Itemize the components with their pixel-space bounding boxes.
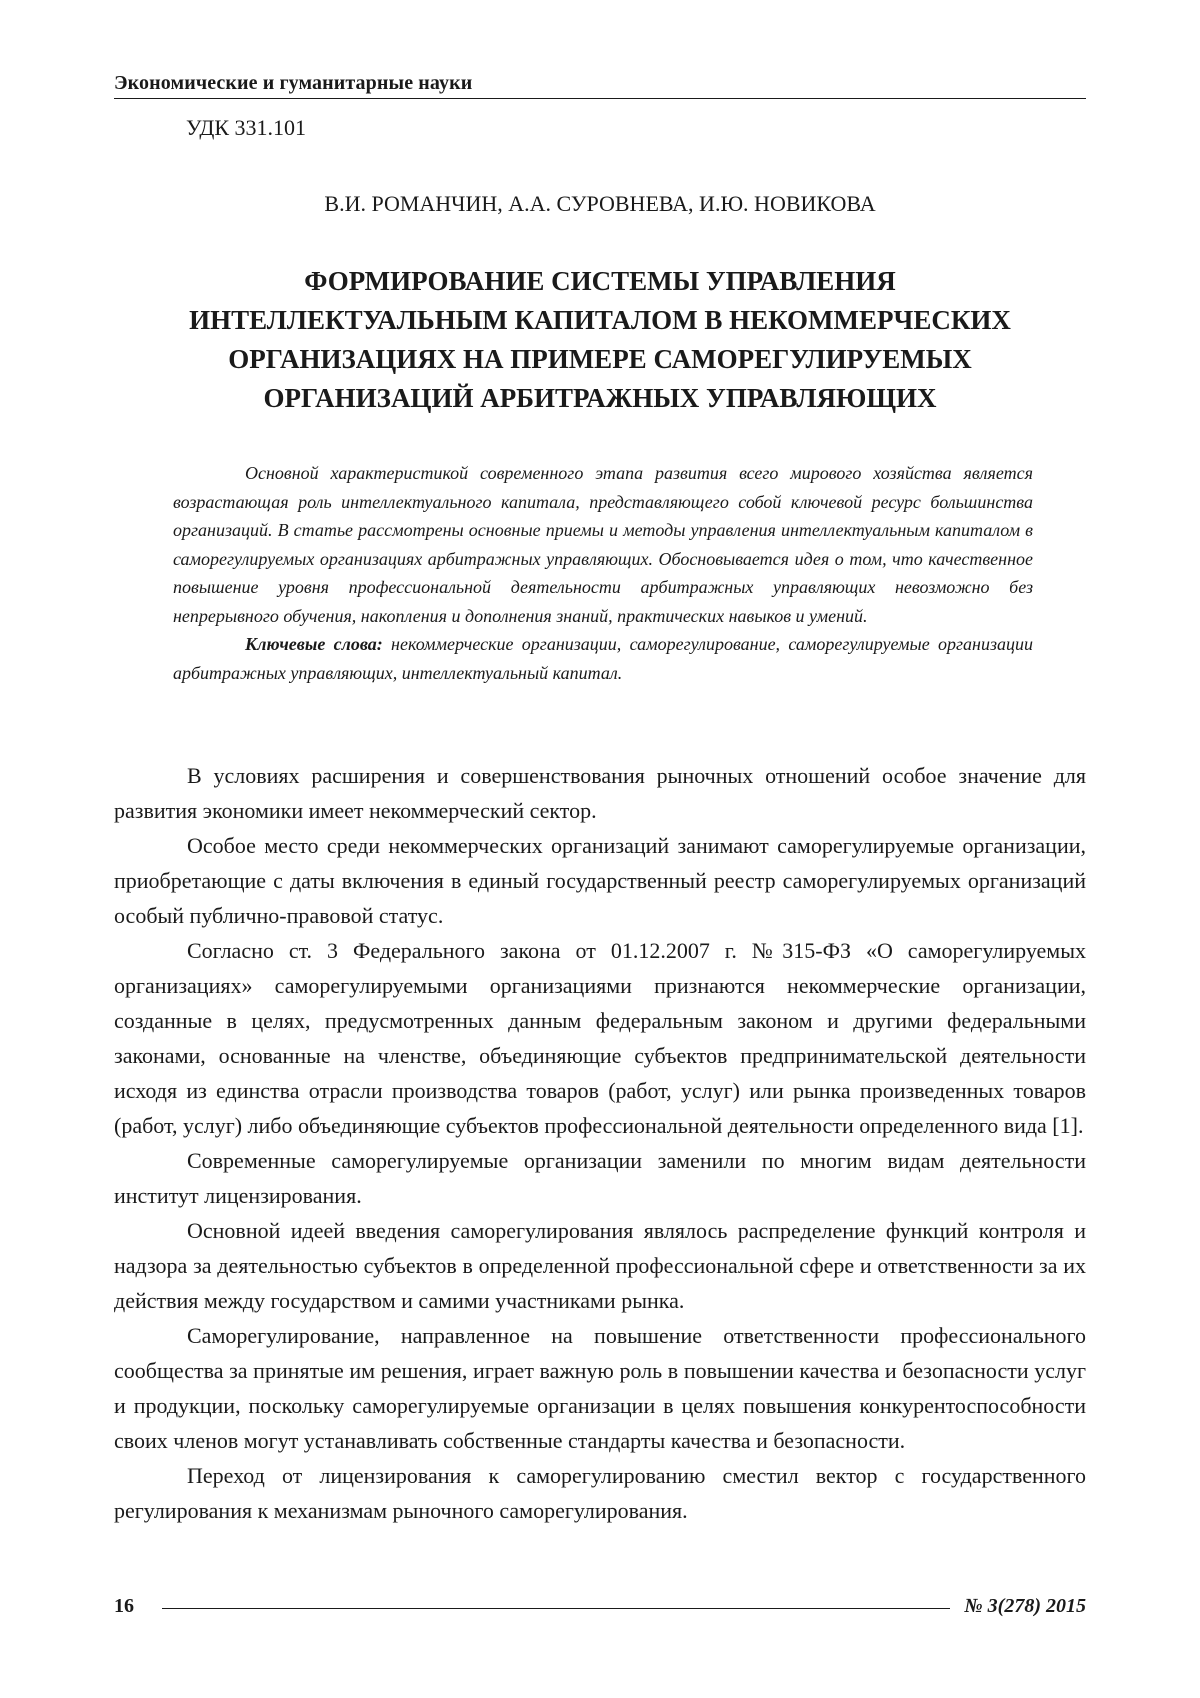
title-line: ОРГАНИЗАЦИЯХ НА ПРИМЕРЕ САМОРЕГУЛИРУЕМЫХ bbox=[114, 340, 1086, 379]
abstract-text: Основной характеристикой современного этапа развития всего мирового хозяйства является возрастающая роль интеллектуального капитала, представляющего собой ключевой ресурс большинства организаций. В статье рассмотрены основные приемы и методы управления интеллектуальным капиталом в саморегулируемых организациях арбитражных управляющих. Обосновывается идея о том, что качественное повышение уровня профессиональной деятельности арбитражных управляющих невозможно без непрерывного обучения, накопления и дополнения знаний, практических навыков и умений. bbox=[173, 459, 1033, 630]
running-header bbox=[114, 72, 1086, 99]
udc-code: УДК 331.101 bbox=[186, 114, 306, 142]
body-paragraph: Современные саморегулируемые организации заменили по многим видам деятельности институт лицензирования. bbox=[114, 1143, 1086, 1213]
keywords-label: Ключевые слова: bbox=[245, 634, 383, 654]
body-paragraph: В условиях расширения и совершенствования рыночных отношений особое значение для развития экономики имеет некоммерческий сектор. bbox=[114, 758, 1086, 828]
footer-divider bbox=[162, 1608, 950, 1609]
body-paragraph: Согласно ст. 3 Федерального закона от 01.12.2007 г. №315-ФЗ «О саморегулируемых организациях» саморегулируемыми организациями признаются некоммерческие организации, созданные в целях, предусмотренных данным федеральным законом и другими федеральными законами, основанные на членстве, объединяющие субъектов предпринимательской деятельности исходя из единства отрасли производства товаров (работ, услуг) или рынка произведенных товаров (работ, услуг) либо объединяющие субъектов профессиональной деятельности определенного вида [1]. bbox=[114, 933, 1086, 1143]
page-number: 16 bbox=[114, 1595, 134, 1618]
abstract bbox=[173, 459, 1033, 687]
title-line: ОРГАНИЗАЦИЙ АРБИТРАЖНЫХ УПРАВЛЯЮЩИХ bbox=[114, 379, 1086, 418]
keywords bbox=[173, 630, 1033, 687]
body-paragraph: Особое место среди некоммерческих организаций занимают саморегулируемые организации, приобретающие с даты включения в единый государственный реестр саморегулируемых организаций особый публично-правовой статус. bbox=[114, 828, 1086, 933]
article-body bbox=[114, 758, 1086, 1528]
issue-number: № 3(278) 2015 bbox=[964, 1595, 1086, 1618]
body-paragraph: Переход от лицензирования к саморегулированию сместил вектор с государственного регулирования к механизмам рыночного саморегулирования. bbox=[114, 1458, 1086, 1528]
body-paragraph: Саморегулирование, направленное на повышение ответственности профессионального сообщества за принятые им решения, играет важную роль в повышении качества и безопасности услуг и продукции, поскольку саморегулируемые организации в целях повышения конкурентоспособности своих членов могут устанавливать собственные стандарты качества и безопасности. bbox=[114, 1318, 1086, 1458]
journal-title: Экономические и гуманитарные науки bbox=[114, 72, 1086, 94]
keywords-list: некоммерческие организации, саморегулирование, саморегулируемые организации арбитражных управляющих, интеллектуальный капитал. bbox=[173, 634, 1033, 683]
body-paragraph: Основной идеей введения саморегулирования являлось распределение функций контроля и надзора за деятельностью субъектов в определенной профессиональной сфере и ответственности за их действия между государством и самими участниками рынка. bbox=[114, 1213, 1086, 1318]
article-title bbox=[114, 262, 1086, 418]
authors: В.И. РОМАНЧИН, А.А. СУРОВНЕВА, И.Ю. НОВИКОВА bbox=[114, 190, 1086, 218]
running-footer bbox=[114, 1591, 1086, 1621]
title-line: ФОРМИРОВАНИЕ СИСТЕМЫ УПРАВЛЕНИЯ bbox=[114, 262, 1086, 301]
title-line: ИНТЕЛЛЕКТУАЛЬНЫМ КАПИТАЛОМ В НЕКОММЕРЧЕСКИХ bbox=[114, 301, 1086, 340]
